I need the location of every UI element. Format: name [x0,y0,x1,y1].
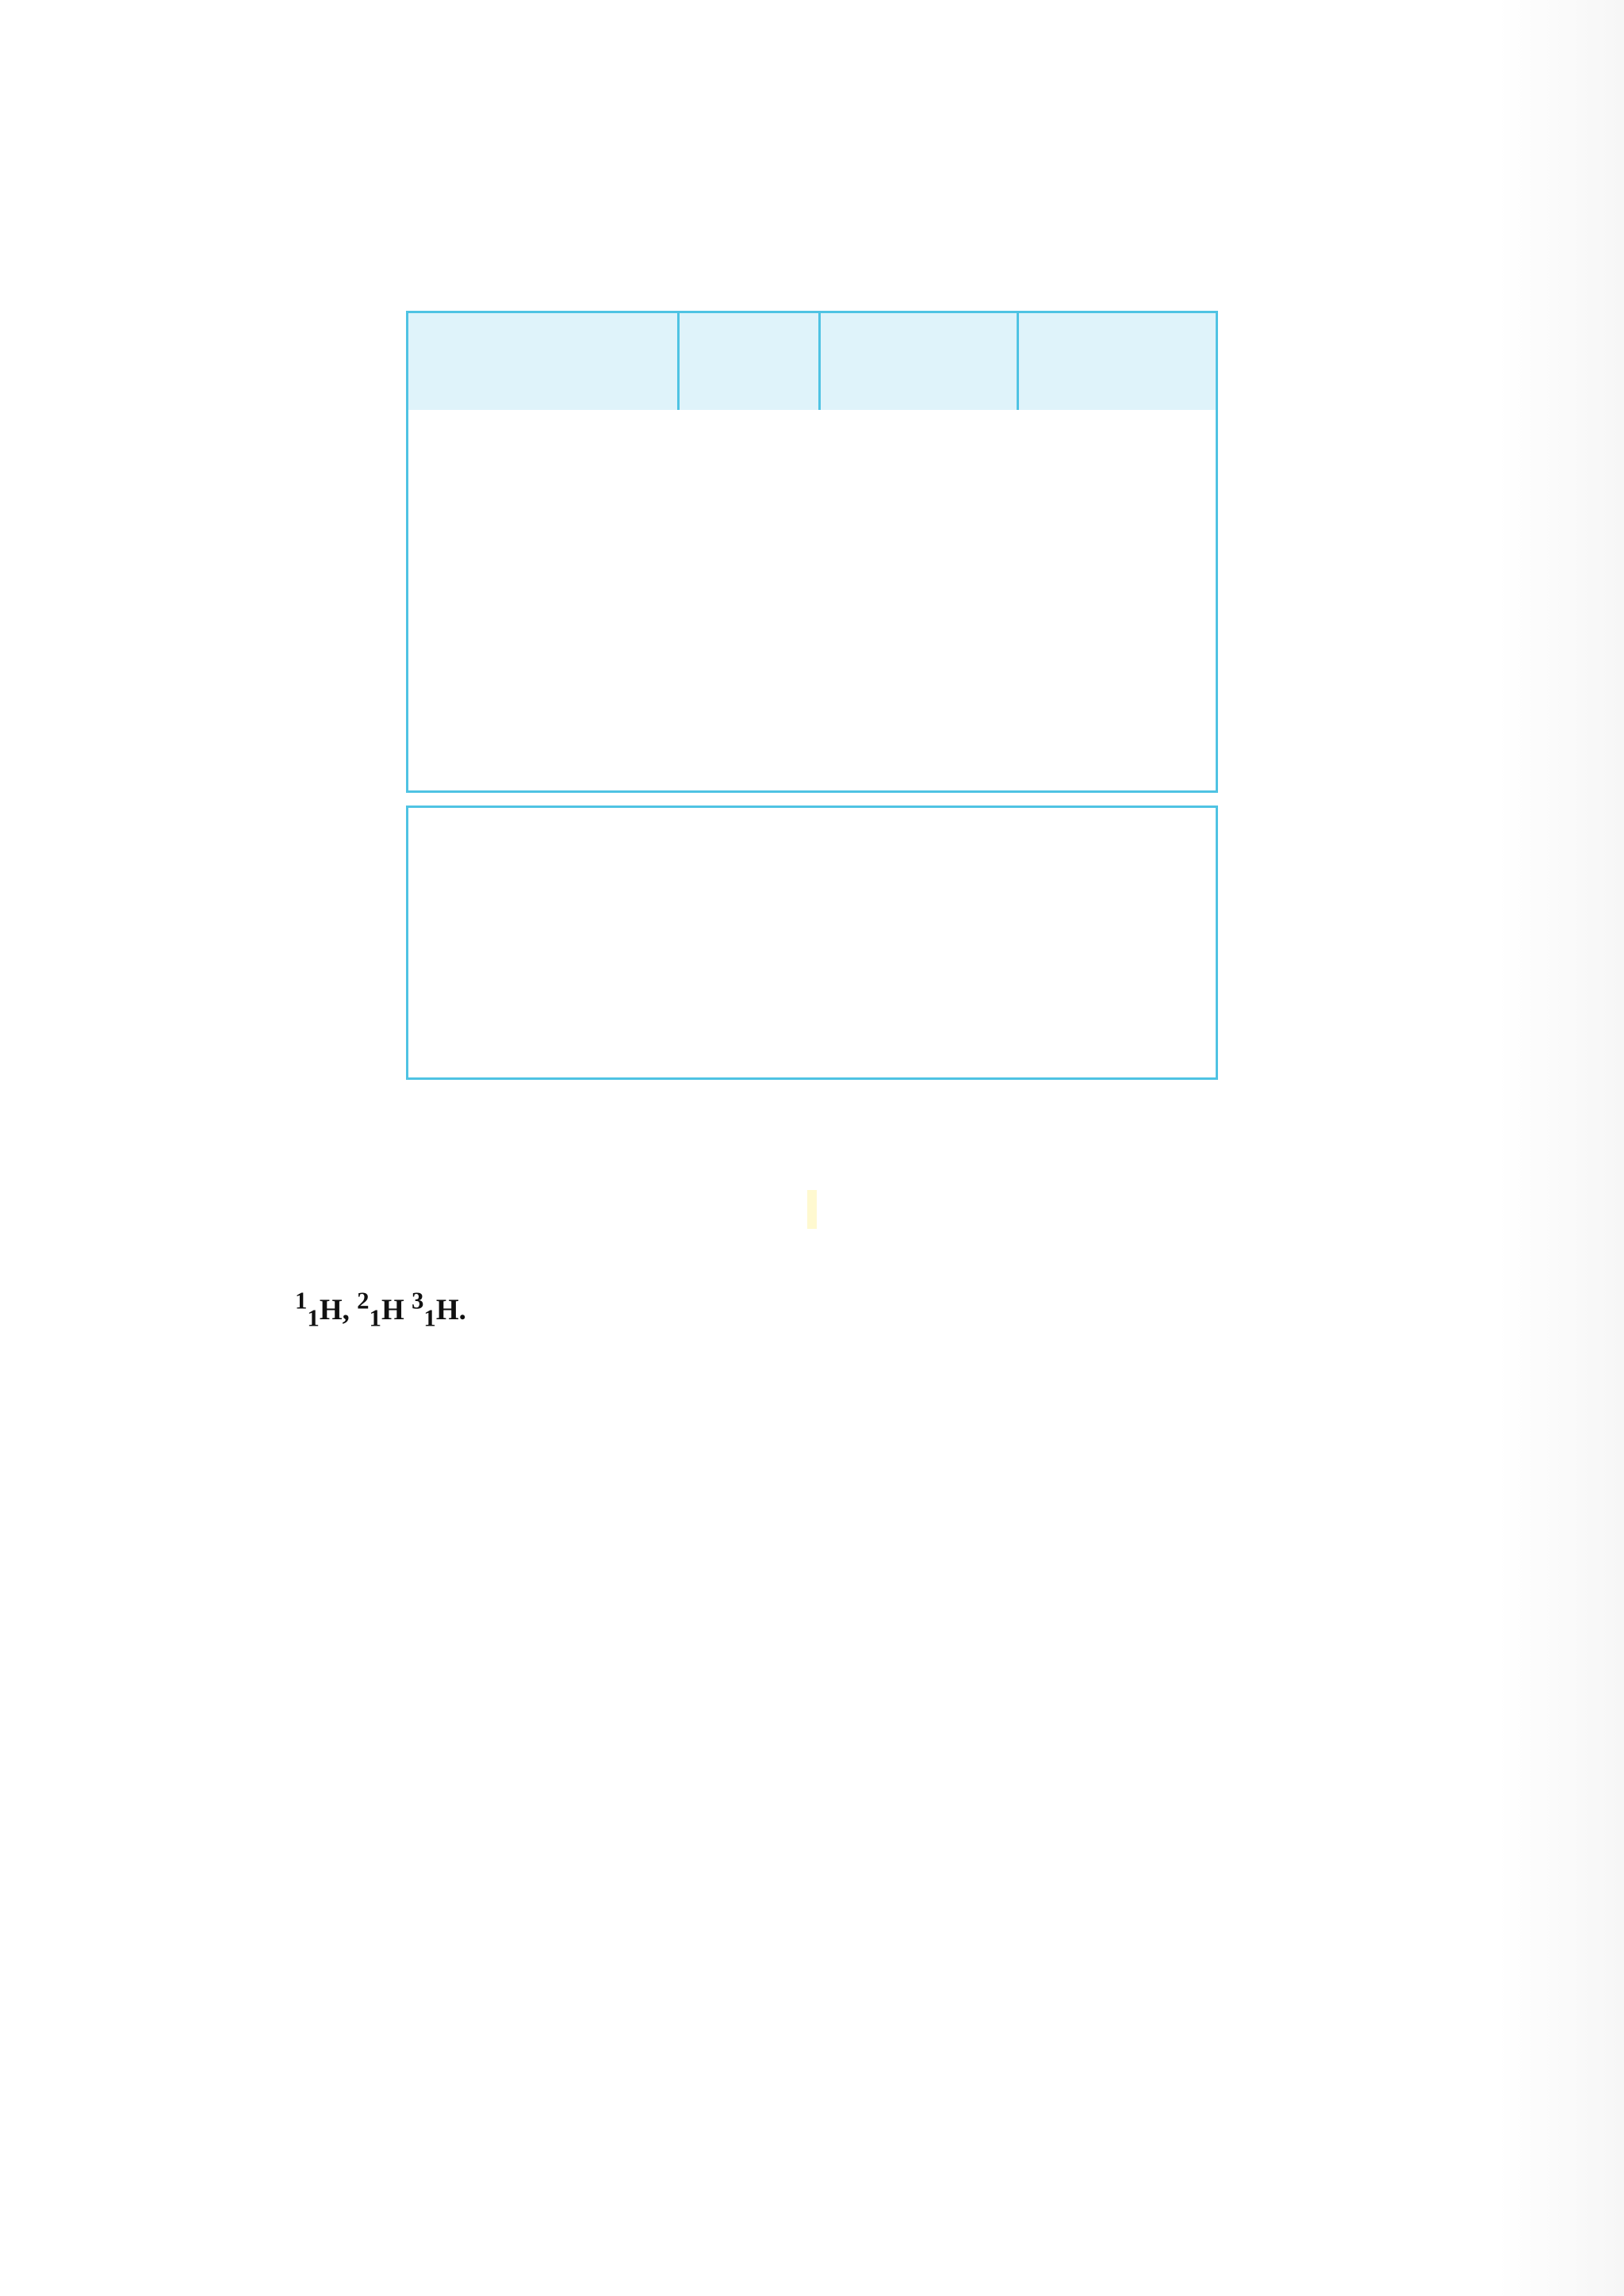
section-title-text [807,1190,817,1229]
page-edge-shade [1497,0,1624,2296]
section-title [0,1189,1624,1230]
header-nuclide-notation [680,313,821,410]
radioisotope-table-upper [406,311,1218,793]
paragraph-isotopes [197,1273,1427,1347]
tritium-term: $^3_1$H. [412,1288,466,1332]
radioisotope-table [406,311,1218,1080]
protium-term: $^1_1$H, [295,1288,350,1332]
header-radioactive-emission [821,313,1019,410]
header-radioisotope [408,313,680,410]
deuterium-term: $^2_1$H [357,1288,404,1332]
radioisotope-table-lower [406,806,1218,1080]
header-half-life [1019,313,1216,410]
